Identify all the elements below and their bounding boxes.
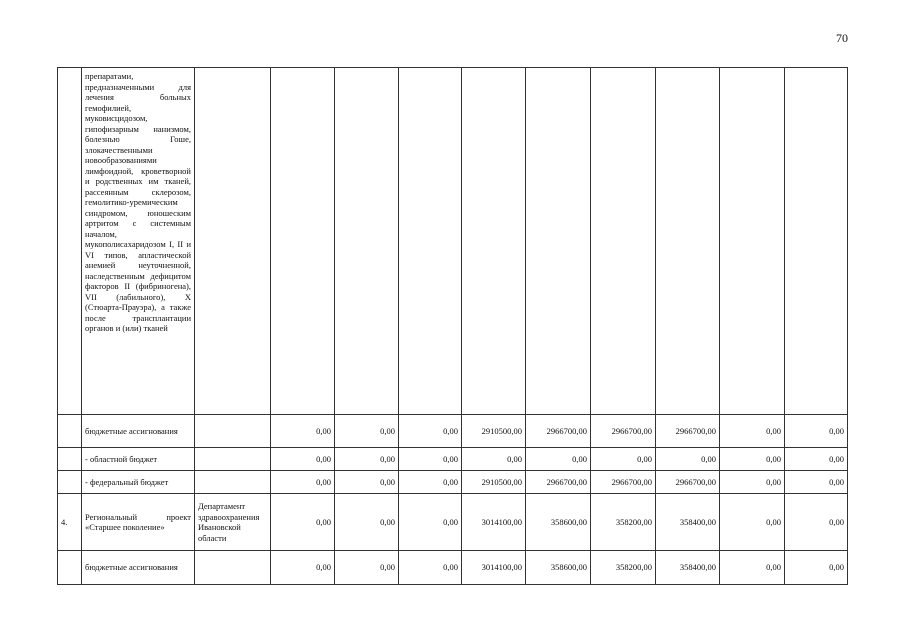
row-description: Региональный проект «Старшее поколение» bbox=[82, 494, 195, 551]
row-description: препаратами, предназначенными для лечения больных гемофилией, муковисцидозом, гипофизарным нанизмом, болезнью Гоше, злокачественными новообразованиями лимфоидной, кроветворной и родственных им тканей, рассеянным склерозом, гемолитико-уремическим синдромом, юношеским артритом с системным началом, мукополисахаридозом I, II и VI типов, апластической анемией неуточненной, наследственным дефицитом факторов II (фибриногена), VII (лабильного), X (Стюарта-Прауэра), а также после трансплантации органов и (или) тканей bbox=[82, 68, 195, 415]
row-index bbox=[58, 448, 82, 471]
value-cell: 0,00 bbox=[591, 448, 656, 471]
value-cell: 0,00 bbox=[462, 448, 526, 471]
value-cell: 0,00 bbox=[335, 494, 399, 551]
value-cell: 0,00 bbox=[399, 448, 462, 471]
row-index: 4. bbox=[58, 494, 82, 551]
value-cell: 0,00 bbox=[399, 551, 462, 585]
table-row bbox=[58, 415, 848, 448]
row-executor bbox=[195, 448, 271, 471]
value-cell: 0,00 bbox=[271, 471, 335, 494]
value-cell: 0,00 bbox=[785, 471, 848, 494]
value-cell: 0,00 bbox=[271, 448, 335, 471]
table-row bbox=[58, 471, 848, 494]
value-cell: 358600,00 bbox=[526, 494, 591, 551]
value-cell: 0,00 bbox=[335, 471, 399, 494]
value-cell: 0,00 bbox=[785, 551, 848, 585]
value-cell bbox=[785, 68, 848, 415]
value-cell: 358200,00 bbox=[591, 551, 656, 585]
value-cell: 0,00 bbox=[720, 494, 785, 551]
value-cell: 0,00 bbox=[335, 448, 399, 471]
value-cell: 0,00 bbox=[720, 415, 785, 448]
value-cell: 0,00 bbox=[271, 415, 335, 448]
value-cell: 0,00 bbox=[335, 551, 399, 585]
value-cell: 2966700,00 bbox=[526, 471, 591, 494]
value-cell: 0,00 bbox=[720, 471, 785, 494]
table-row bbox=[58, 494, 848, 551]
table-row bbox=[58, 448, 848, 471]
value-cell: 2966700,00 bbox=[591, 415, 656, 448]
value-cell bbox=[656, 68, 720, 415]
row-index bbox=[58, 551, 82, 585]
row-description: - областной бюджет bbox=[82, 448, 195, 471]
value-cell: 2966700,00 bbox=[526, 415, 591, 448]
value-cell: 0,00 bbox=[399, 415, 462, 448]
row-description: - федеральный бюджет bbox=[82, 471, 195, 494]
value-cell: 0,00 bbox=[335, 415, 399, 448]
value-cell: 2966700,00 bbox=[656, 471, 720, 494]
value-cell: 358400,00 bbox=[656, 551, 720, 585]
value-cell: 0,00 bbox=[785, 448, 848, 471]
value-cell bbox=[720, 68, 785, 415]
row-index bbox=[58, 68, 82, 415]
value-cell: 358200,00 bbox=[591, 494, 656, 551]
value-cell: 2910500,00 bbox=[462, 415, 526, 448]
value-cell: 0,00 bbox=[785, 494, 848, 551]
row-executor bbox=[195, 551, 271, 585]
budget-table bbox=[57, 67, 848, 585]
value-cell: 2910500,00 bbox=[462, 471, 526, 494]
value-cell bbox=[335, 68, 399, 415]
row-index bbox=[58, 471, 82, 494]
row-executor bbox=[195, 471, 271, 494]
value-cell: 0,00 bbox=[656, 448, 720, 471]
row-executor bbox=[195, 68, 271, 415]
row-index bbox=[58, 415, 82, 448]
value-cell: 358400,00 bbox=[656, 494, 720, 551]
row-executor bbox=[195, 415, 271, 448]
value-cell: 3014100,00 bbox=[462, 551, 526, 585]
value-cell: 0,00 bbox=[271, 551, 335, 585]
page-number: 70 bbox=[836, 31, 848, 45]
value-cell: 0,00 bbox=[526, 448, 591, 471]
value-cell: 0,00 bbox=[720, 448, 785, 471]
row-description: бюджетные ассигнования bbox=[82, 551, 195, 585]
value-cell: 0,00 bbox=[720, 551, 785, 585]
value-cell: 0,00 bbox=[271, 494, 335, 551]
value-cell: 3014100,00 bbox=[462, 494, 526, 551]
table-row bbox=[58, 68, 848, 415]
row-description: бюджетные ассигнования bbox=[82, 415, 195, 448]
value-cell bbox=[399, 68, 462, 415]
value-cell bbox=[526, 68, 591, 415]
value-cell: 2966700,00 bbox=[591, 471, 656, 494]
value-cell: 0,00 bbox=[785, 415, 848, 448]
value-cell bbox=[271, 68, 335, 415]
value-cell: 0,00 bbox=[399, 494, 462, 551]
value-cell: 0,00 bbox=[399, 471, 462, 494]
row-executor: Департамент здравоохранения Ивановской области bbox=[195, 494, 271, 551]
value-cell bbox=[462, 68, 526, 415]
value-cell: 358600,00 bbox=[526, 551, 591, 585]
table-row bbox=[58, 551, 848, 585]
value-cell: 2966700,00 bbox=[656, 415, 720, 448]
value-cell bbox=[591, 68, 656, 415]
